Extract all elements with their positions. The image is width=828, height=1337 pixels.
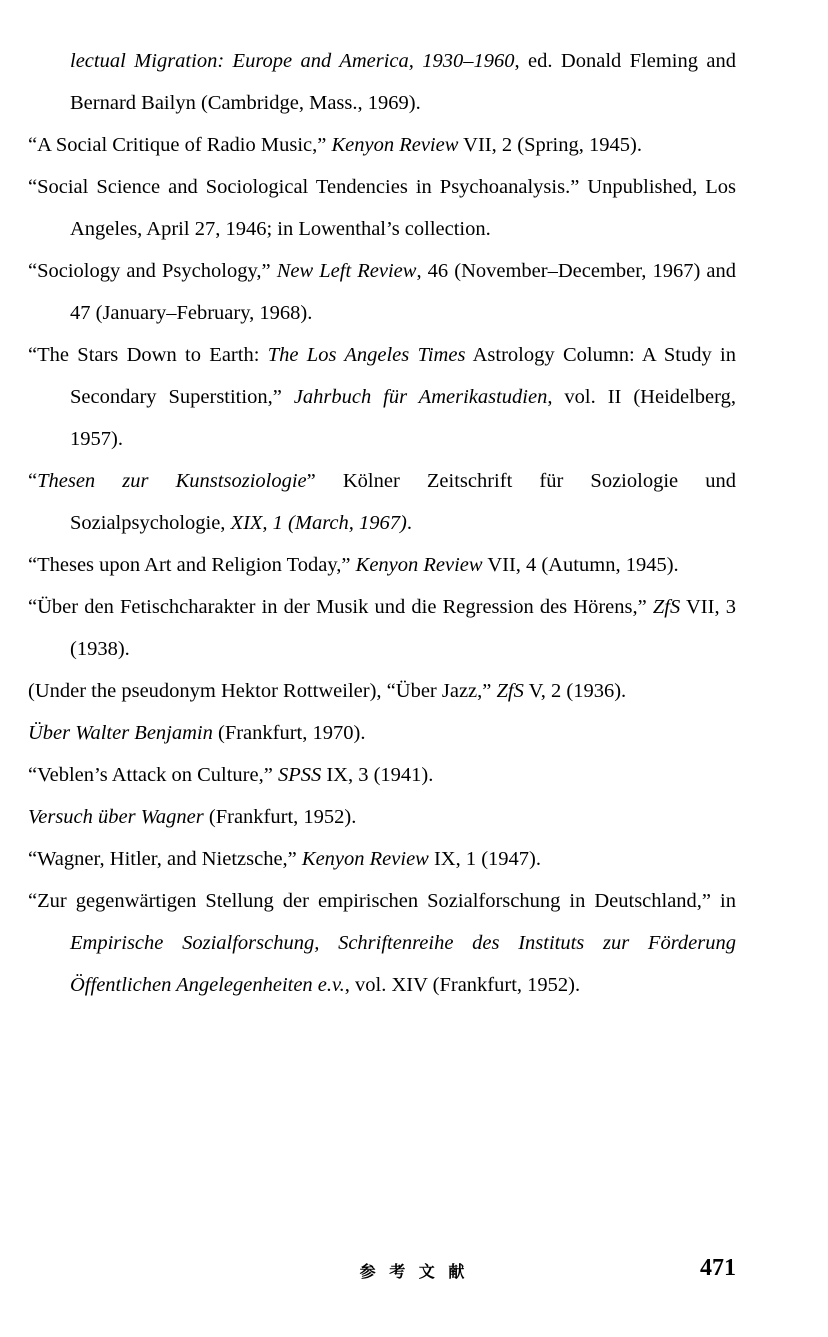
entry-text-run: lectual Migration: Europe and America, 1930–1960 [70,50,515,72]
entry-text-run: “Theses upon Art and Religion Today,” [28,554,356,576]
bibliography-entry [28,124,736,166]
entry-text-run: Kenyon Review [355,554,483,576]
entry-text-run: SPSS [277,764,322,786]
entry-text-run: IX, 1 (1947). [428,848,542,870]
entry-text-run: “ [28,470,38,492]
entry-text-run: VII, 3 (1938). [70,596,736,660]
entry-text-run: New Left Review [276,260,417,282]
entry-text-run: , 46 (November–December, 1967) and 47 (January–February, 1968). [70,260,737,324]
entry-text-run: Empirische Sozialforschung, Schriftenreihe des Instituts zur Förderung Öffentlichen Angelegenheiten e.v. [70,932,736,996]
entry-text-run: Kenyon Review [301,848,429,870]
bibliography-entry [28,250,736,334]
entry-text-run: IX, 3 (1941). [321,764,434,786]
running-head: 参 考 文 献 [359,1262,469,1281]
entry-text-run: The Los Angeles Times [267,344,466,366]
entry-text-run: (Frankfurt, 1952). [203,806,357,828]
entry-text-run: Über Walter Benjamin [28,722,213,744]
bibliography-entry [28,838,736,880]
bibliography-entry [28,40,736,124]
entry-text-run: “Sociology and Psychology,” [28,260,277,282]
bibliography-entry [28,796,736,838]
entry-text-run: “A Social Critique of Radio Music,” [28,134,332,156]
entry-text-run: Versuch über Wagner [28,806,204,828]
entry-text-run: XIX, 1 (March, 1967) [230,512,407,534]
entry-text-run: VII, 2 (Spring, 1945). [458,134,642,156]
bibliography-entry [28,586,736,670]
entry-text-run: Thesen zur Kunstsoziologie [37,470,307,492]
bibliography-entry [28,334,736,460]
bibliography-entry [28,544,736,586]
entry-text-run: Astrology Column: A Study in Secondary Superstition,” [70,344,736,408]
page-number: 471 [700,1255,736,1281]
bibliography-entry [28,166,736,250]
entry-text-run: , vol. XIV (Frankfurt, 1952). [344,974,581,996]
entry-text-run: ZfS [652,596,681,618]
page-footer [0,1255,828,1289]
entry-text-run: “Social Science and Sociological Tendencies in Psychoanalysis.” Unpublished, Los Angeles, April 27, 1946; in Lowenthal’s collection. [28,176,736,240]
entry-text-run: ZfS [496,680,524,702]
entry-text-run: (Frankfurt, 1970). [212,722,366,744]
entry-text-run: . [406,512,412,534]
entry-text-run: Jahrbuch für Amerikastudien [293,386,548,408]
entry-text-run: Kenyon Review [331,134,459,156]
bibliography-entry [28,712,736,754]
entry-text-run: “Zur gegenwärtigen Stellung der empirischen Sozialforschung in Deutschland,” in [28,890,736,912]
entry-text-run: , ed. Donald Fleming and Bernard Bailyn (Cambridge, Mass., 1969). [70,50,736,114]
entry-text-run: VII, 4 (Autumn, 1945). [482,554,679,576]
entry-text-run: “The Stars Down to Earth: [28,344,268,366]
entry-text-run: , vol. II (Heidelberg, 1957). [70,386,736,450]
bibliography-entry [28,460,736,544]
entry-text-run: ” Kölner Zeitschrift für Soziologie und Sozialpsychologie, [70,470,736,534]
bibliography-list [28,40,736,1006]
entry-text-run: V, 2 (1936). [523,680,627,702]
entry-text-run: “Veblen’s Attack on Culture,” [28,764,278,786]
bibliography-entry [28,670,736,712]
entry-text-run: “Wagner, Hitler, and Nietzsche,” [28,848,302,870]
bibliography-entry [28,754,736,796]
entry-text-run: (Under the pseudonym Hektor Rottweiler), “Über Jazz,” [28,680,497,702]
bibliography-entry [28,880,736,1006]
entry-text-run: “Über den Fetischcharakter in der Musik und die Regression des Hörens,” [28,596,653,618]
